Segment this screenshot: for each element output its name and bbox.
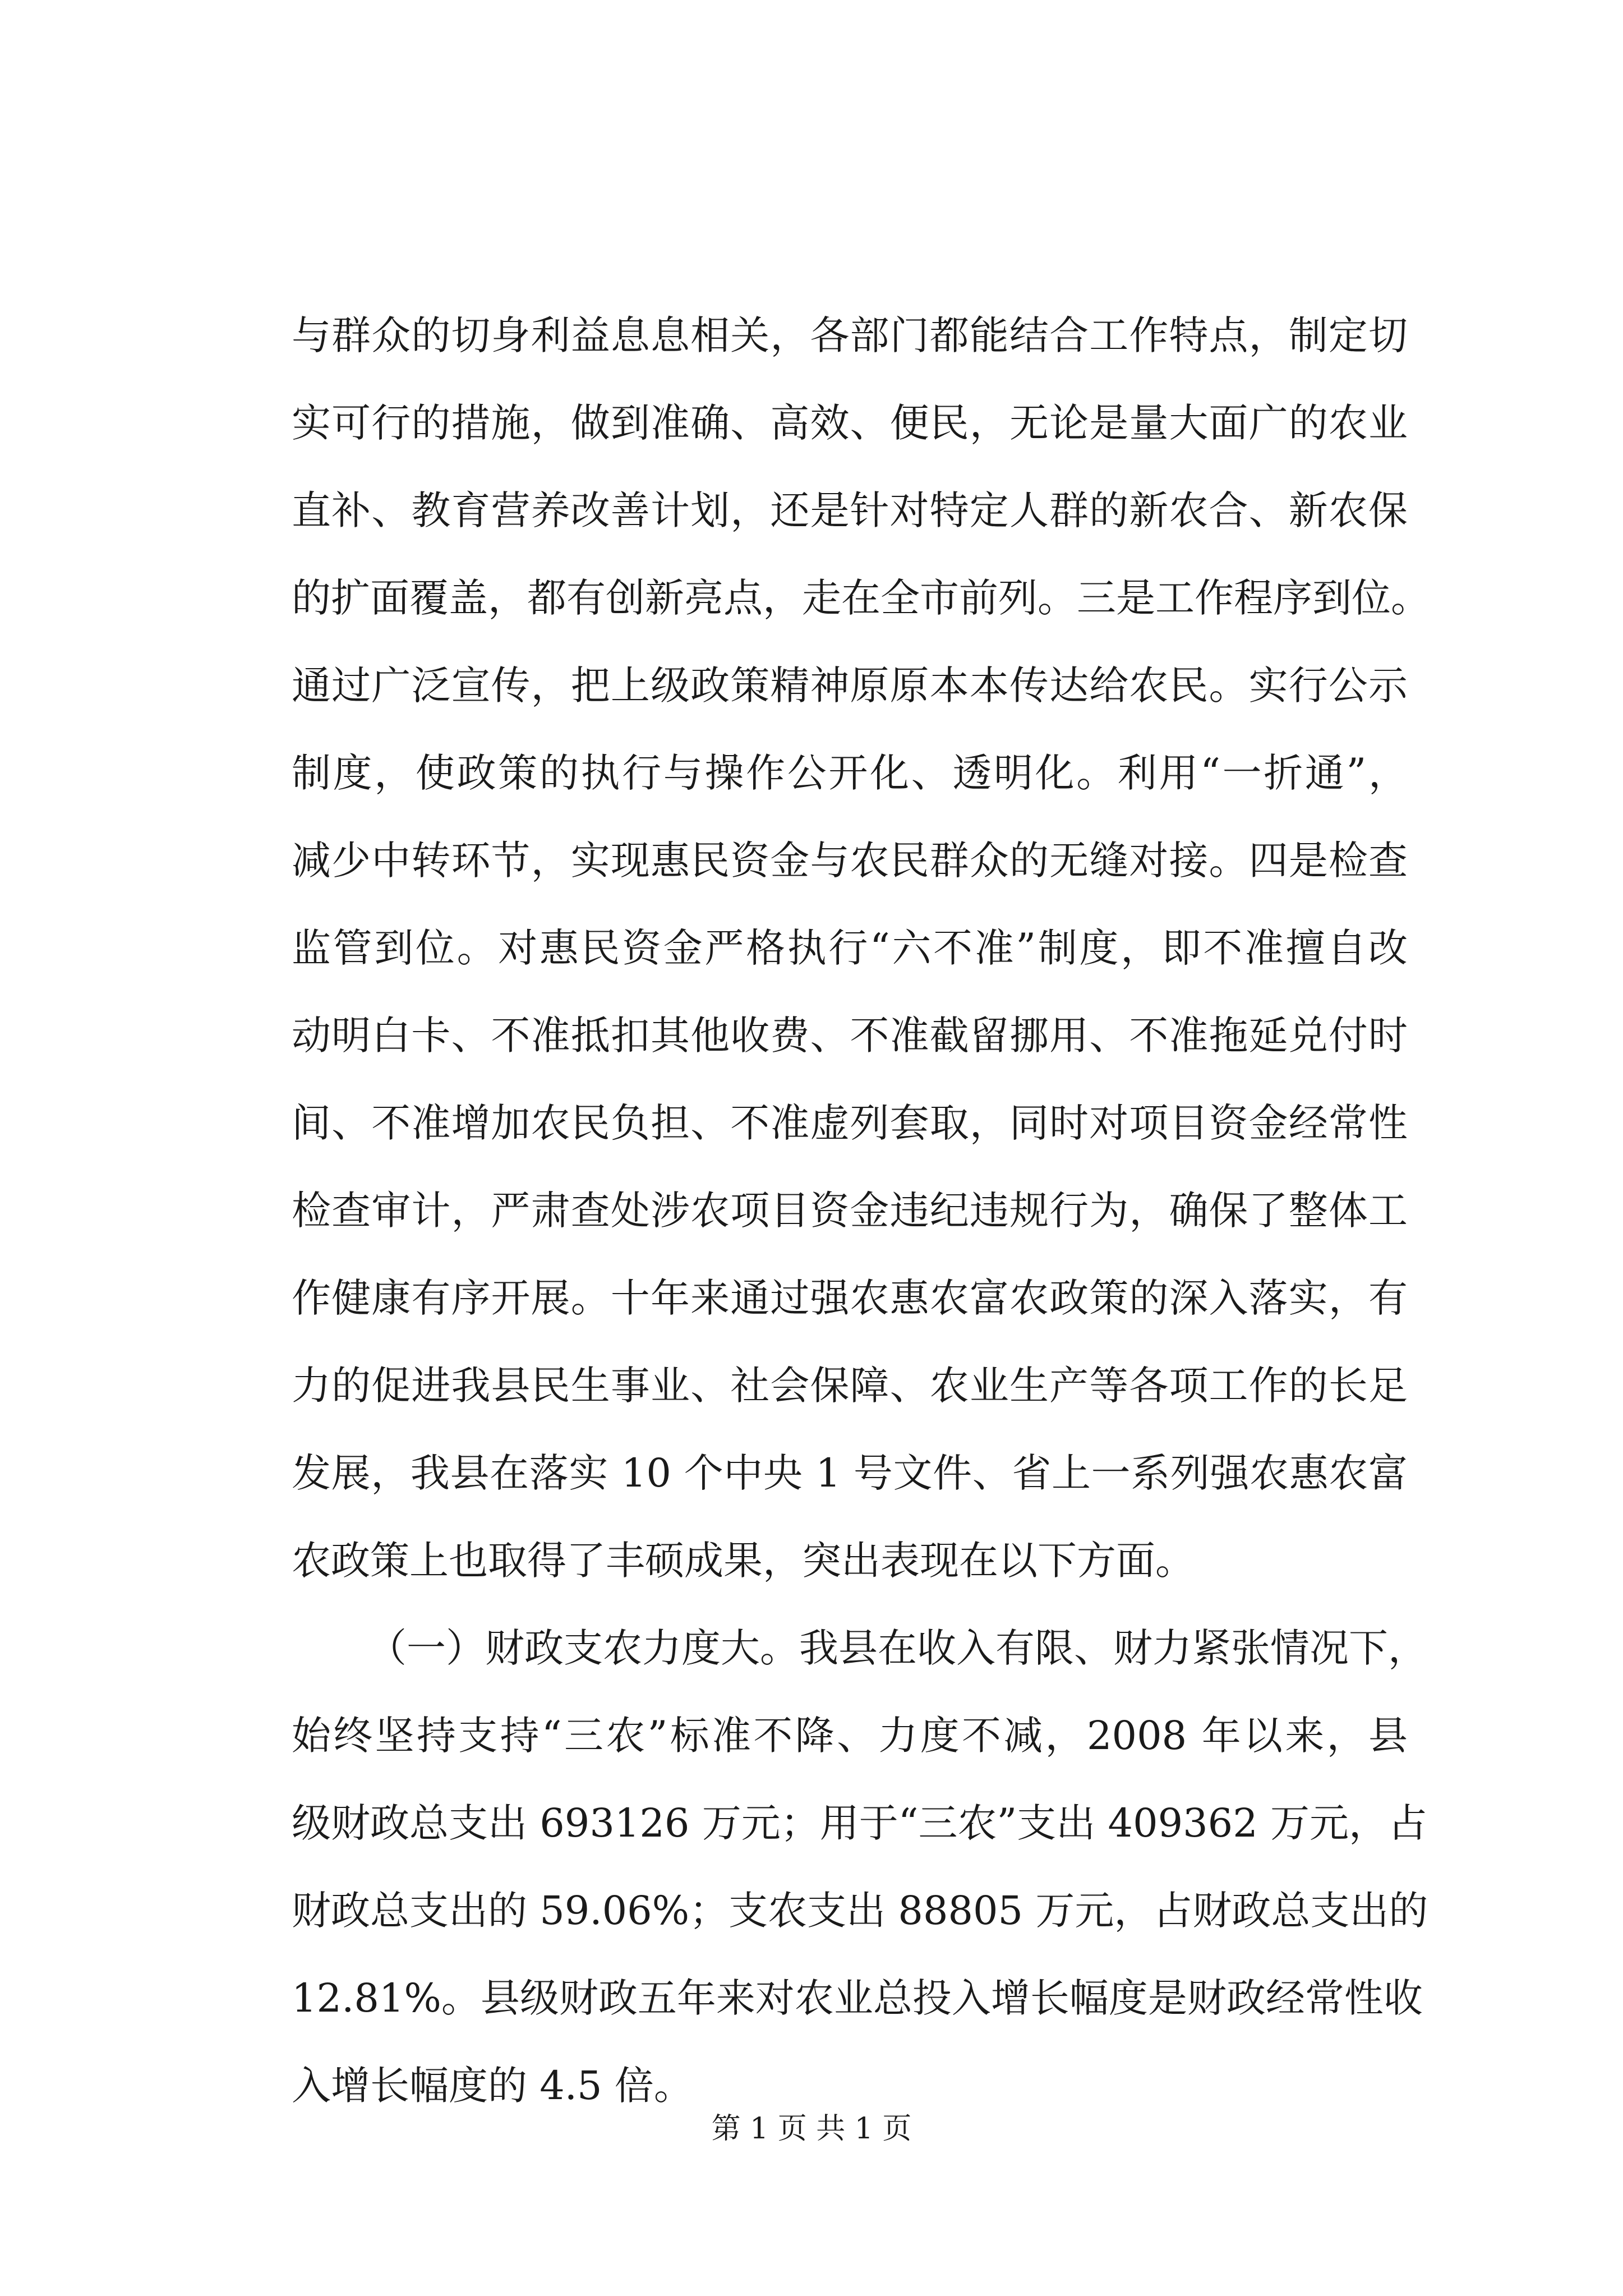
text-line: 监管到位。对惠民资金严格执行“六不准”制度，即不准擅自改 <box>292 925 1408 971</box>
text-line: 动明白卡、不准抵扣其他收费、不准截留挪用、不准拖延兑付时 <box>292 1013 1408 1059</box>
text-line: 级财政总支出 693126 万元；用于“三农”支出 409362 万元，占 <box>292 1800 1428 1846</box>
text-line: 始终坚持支持“三农”标准不降、力度不减，2008 年以来，县 <box>292 1713 1408 1759</box>
text-line: 减少中转环节，实现惠民资金与农民群众的无缝对接。四是检查 <box>292 838 1408 884</box>
page-number: 第 1 页 共 1 页 <box>711 2112 912 2146</box>
text-line: 作健康有序开展。十年来通过强农惠农富农政策的深入落实，有 <box>292 1275 1408 1321</box>
text-line: 间、不准增加农民负担、不准虚列套取，同时对项目资金经常性 <box>292 1100 1408 1146</box>
page-footer <box>0 2109 1623 2148</box>
section-heading-line: （一）财政支农力度大。我县在收入有限、财力紧张情况下， <box>367 1625 1427 1671</box>
text-line: 与群众的切身利益息息相关，各部门都能结合工作特点，制定切 <box>292 312 1408 358</box>
text-line: 制度，使政策的执行与操作公开化、透明化。利用“一折通”， <box>292 750 1408 796</box>
text-line: 通过广泛宣传，把上级政策精神原原本本传达给农民。实行公示 <box>292 662 1408 708</box>
body-text <box>292 292 1430 2129</box>
text-line: 直补、教育营养改善计划，还是针对特定人群的新农合、新农保 <box>292 487 1408 533</box>
text-line: 财政总支出的 59.06%；支农支出 88805 万元，占财政总支出的 <box>292 1888 1428 1934</box>
text-line: 实可行的措施，做到准确、高效、便民，无论是量大面广的农业 <box>292 400 1408 446</box>
text-line: 发展，我县在落实 10 个中央 1 号文件、省上一系列强农惠农富 <box>292 1450 1408 1496</box>
text-line: 12.81%。县级财政五年来对农业总投入增长幅度是财政经常性收 <box>292 1975 1423 2021</box>
text-line: 农政策上也取得了丰硕成果，突出表现在以下方面。 <box>292 1538 1195 1584</box>
text-line: 检查审计，严肃查处涉农项目资金违纪违规行为，确保了整体工 <box>292 1188 1408 1234</box>
text-line: 力的促进我县民生事业、社会保障、农业生产等各项工作的长足 <box>292 1363 1408 1409</box>
text-line: 的扩面覆盖，都有创新亮点，走在全市前列。三是工作程序到位。 <box>292 575 1430 621</box>
text-line: 入增长幅度的 4.5 倍。 <box>292 2063 693 2109</box>
